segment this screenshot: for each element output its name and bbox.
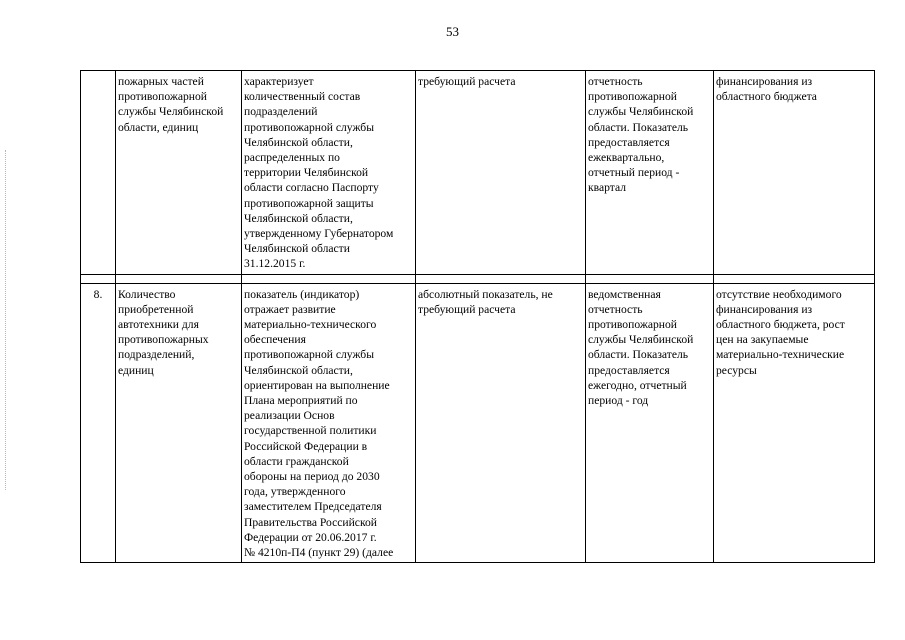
data-source-cell: ведомственная отчетность противопожарной службы Челябинской области. Показатель предоставляется ежегодно, отчетный период - год: [586, 283, 714, 563]
spacer-cell: [242, 274, 416, 283]
indicator-description-cell: показатель (индикатор) отражает развитие материально-технического обеспечения противопожарной службы Челябинской области, ориентирован на выполнение Плана мероприятий по реализации Основ государственной политики Российской Федерации в области гражданской обороны на период до 2030 года, утвержденного заместителем Председателя Правительства Российской Федерации от 20.06.2017 г. № 4210п-П4 (пункт 29) (далее: [242, 283, 416, 563]
calculation-method-cell: требующий расчета: [416, 71, 586, 275]
row-spacer: [81, 274, 875, 283]
indicator-name-cell: пожарных частей противопожарной службы Челябинской области, единиц: [116, 71, 242, 275]
indicator-name-cell: Количество приобретенной автотехники для противопожарных подразделений, единиц: [116, 283, 242, 563]
risk-factors-cell: финансирования из областного бюджета: [714, 71, 875, 275]
table-row: [81, 283, 875, 563]
spacer-cell: [81, 274, 116, 283]
spacer-cell: [586, 274, 714, 283]
indicator-table: [80, 70, 875, 563]
indicator-description-cell: характеризует количественный состав подразделений противопожарной службы Челябинской области, распределенных по территории Челябинской области согласно Паспорту противопожарной защиты Челябинской области, утвержденному Губернатором Челябинской области 31.12.2015 г.: [242, 71, 416, 275]
spacer-cell: [714, 274, 875, 283]
row-number-cell: [81, 71, 116, 275]
table-row: [81, 71, 875, 275]
spacer-cell: [416, 274, 586, 283]
calculation-method-cell: абсолютный показатель, не требующий расчета: [416, 283, 586, 563]
spacer-cell: [116, 274, 242, 283]
data-source-cell: отчетность противопожарной службы Челябинской области. Показатель предоставляется ежеквартально, отчетный период - квартал: [586, 71, 714, 275]
page-number: 53: [446, 24, 459, 39]
risk-factors-cell: отсутствие необходимого финансирования из областного бюджета, рост цен на закупаемые материально-технические ресурсы: [714, 283, 875, 563]
row-number-cell: 8.: [81, 283, 116, 563]
scan-margin-mark: [5, 150, 7, 490]
